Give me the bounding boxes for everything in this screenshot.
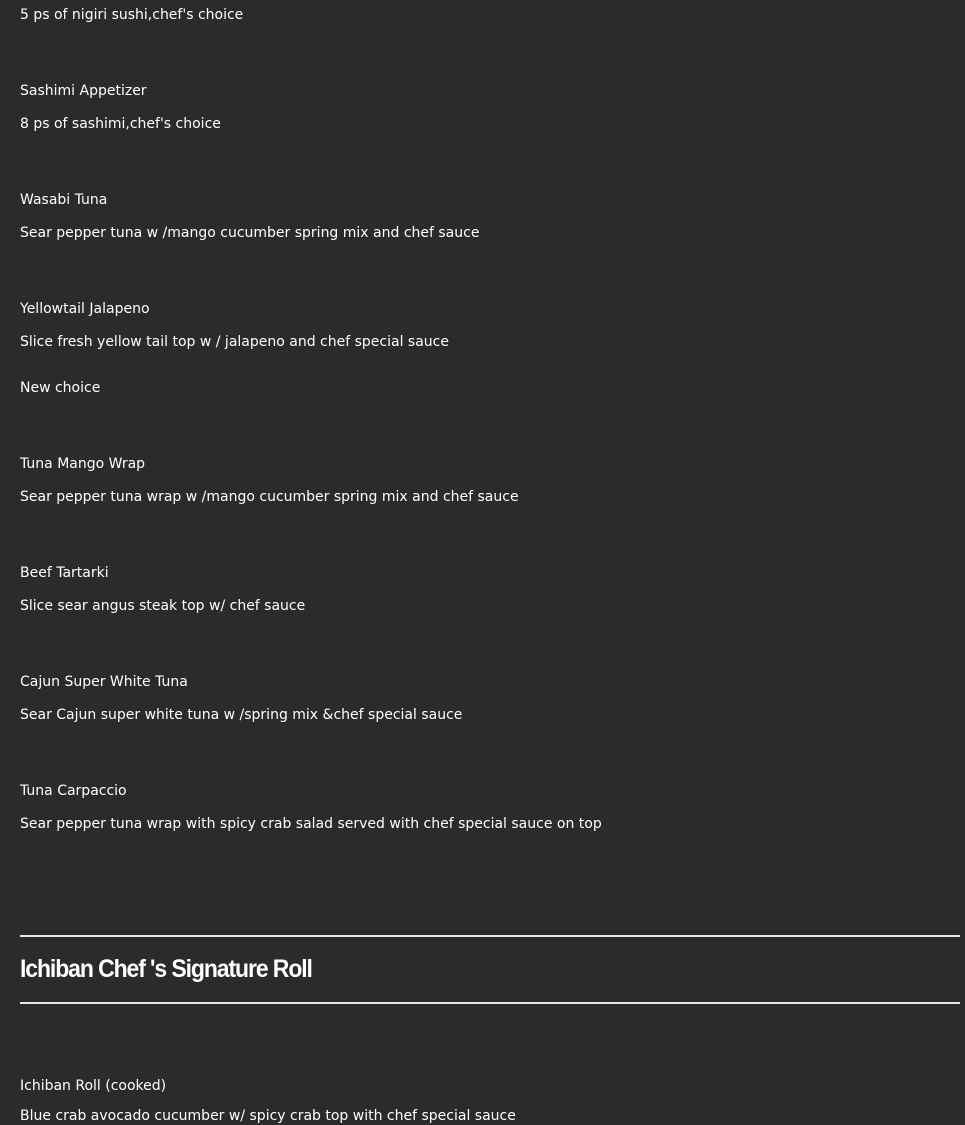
item-description: Sear pepper tuna wrap w /mango cucumber spring mix and chef sauce xyxy=(20,489,519,505)
item-name: Wasabi Tuna xyxy=(20,192,108,208)
item-name: Yellowtail Jalapeno xyxy=(20,301,150,317)
item-description: 8 ps of sashimi,chef's choice xyxy=(20,116,221,132)
item-name: Tuna Carpaccio xyxy=(20,783,127,799)
item-name: Beef Tartarki xyxy=(20,565,109,581)
section-divider-top xyxy=(20,935,960,937)
item-description: Sear pepper tuna wrap with spicy crab salad served with chef special sauce on top xyxy=(20,816,602,832)
item-description: Blue crab avocado cucumber w/ spicy crab top with chef special sauce xyxy=(20,1108,516,1124)
item-description: Sear pepper tuna w /mango cucumber spring mix and chef sauce xyxy=(20,225,480,241)
section-title: Ichiban Chef 's Signature Roll xyxy=(20,955,312,983)
section-divider-bottom xyxy=(20,1002,960,1004)
item-note: New choice xyxy=(20,380,101,396)
item-name: Tuna Mango Wrap xyxy=(20,456,146,472)
item-description: Slice sear angus steak top w/ chef sauce xyxy=(20,598,306,614)
item-description: 5 ps of nigiri sushi,chef's choice xyxy=(20,7,244,23)
item-description: Slice fresh yellow tail top w / jalapeno and chef special sauce xyxy=(20,334,449,350)
item-name: Sashimi Appetizer xyxy=(20,83,147,99)
item-name: Cajun Super White Tuna xyxy=(20,674,188,690)
item-name: Ichiban Roll (cooked) xyxy=(20,1078,167,1094)
item-description: Sear Cajun super white tuna w /spring mix &chef special sauce xyxy=(20,707,463,723)
